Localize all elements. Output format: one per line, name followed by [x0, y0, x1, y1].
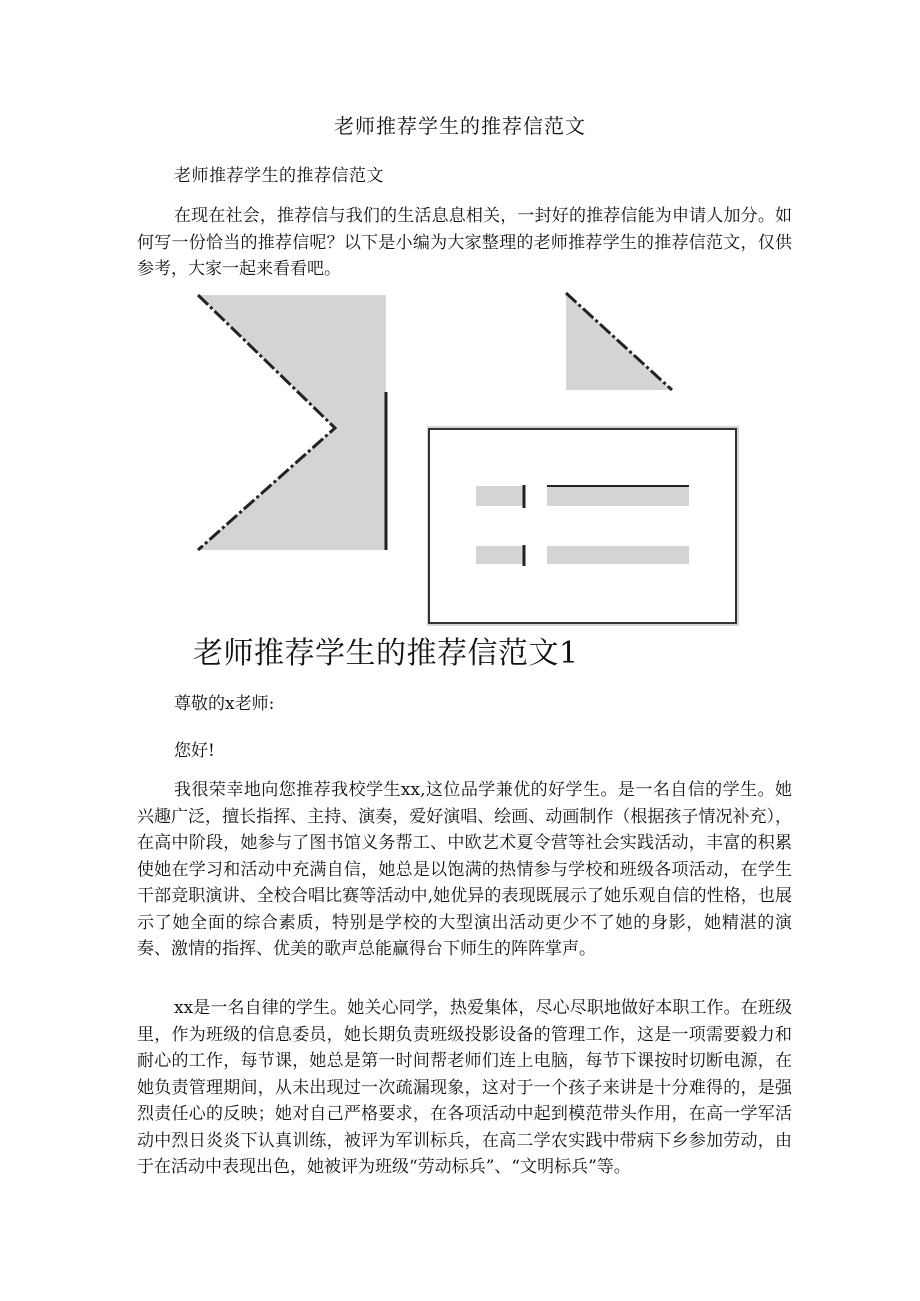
decorative-illustration: [0, 0, 920, 640]
intro-paragraph: 在现在社会，推荐信与我们的生活息息相关，一封好的推荐信能为申请人加分。如何写一份恰当的推荐信呢？以下是小编为大家整理的老师推荐学生的推荐信范文，仅供参考，大家一起来看看吧。: [137, 206, 792, 279]
greeting: 您好!: [174, 741, 215, 761]
document-title: 老师推荐学生的推荐信范文: [334, 114, 586, 138]
salutation: 尊敬的x老师:: [174, 694, 275, 714]
section-heading: 老师推荐学生的推荐信范文1: [193, 636, 579, 671]
form-field-bar-1: [547, 486, 689, 506]
document-subtitle: 老师推荐学生的推荐信范文: [174, 166, 384, 186]
body-paragraph-2: xx是一名自律的学生。她关心同学，热爱集体，尽心尽职地做好本职工作。在班级里，作为班级的信息委员，她长期负责班级投影设备的管理工作，这是一项需要毅力和耐心的工作，每节课，她总是第一时间帮老师们连上电脑，每节下课按时切断电源，在她负责管理期间，从未出现过一次疏漏现象，这对于一个孩子来讲是十分难得的，是强烈责任心的反映；她对自己严格要求，在各项活动中起到模范带头作用，在高一学军活动中烈日炎炎下认真训练，被评为军训标兵，在高二学农实践中带病下乡参加劳动，由于在活动中表现出色，她被评为班级“劳动标兵”、“文明标兵”等。: [137, 998, 792, 1177]
chevron-shape: [198, 295, 386, 550]
form-label-bar-1: [476, 486, 524, 506]
body-paragraph-1: 我很荣幸地向您推荐我校学生xx,这位品学兼优的好学生。是一名自信的学生。她兴趣广泛，擅长指挥、主持、演奏，爱好演唱、绘画、动画制作（根据孩子情况补充），在高中阶段，她参与了图书馆义务帮工、中欧艺术夏令营等社会实践活动，丰富的积累使她在学习和活动中充满自信，她总是以饱满的热情参与学校和班级各项活动，在学生干部竞职演讲、全校合唱比赛等活动中,她优异的表现既展示了她乐观自信的性格，也展示了她全面的综合素质，特别是学校的大型演出活动更少不了她的身影，她精湛的演奏、激情的指挥、优美的歌声总能赢得台下师生的阵阵掌声。: [137, 780, 792, 959]
form-field-bar-2: [547, 546, 689, 564]
form-frame-inner: [429, 429, 736, 623]
form-label-bar-2: [476, 546, 524, 564]
